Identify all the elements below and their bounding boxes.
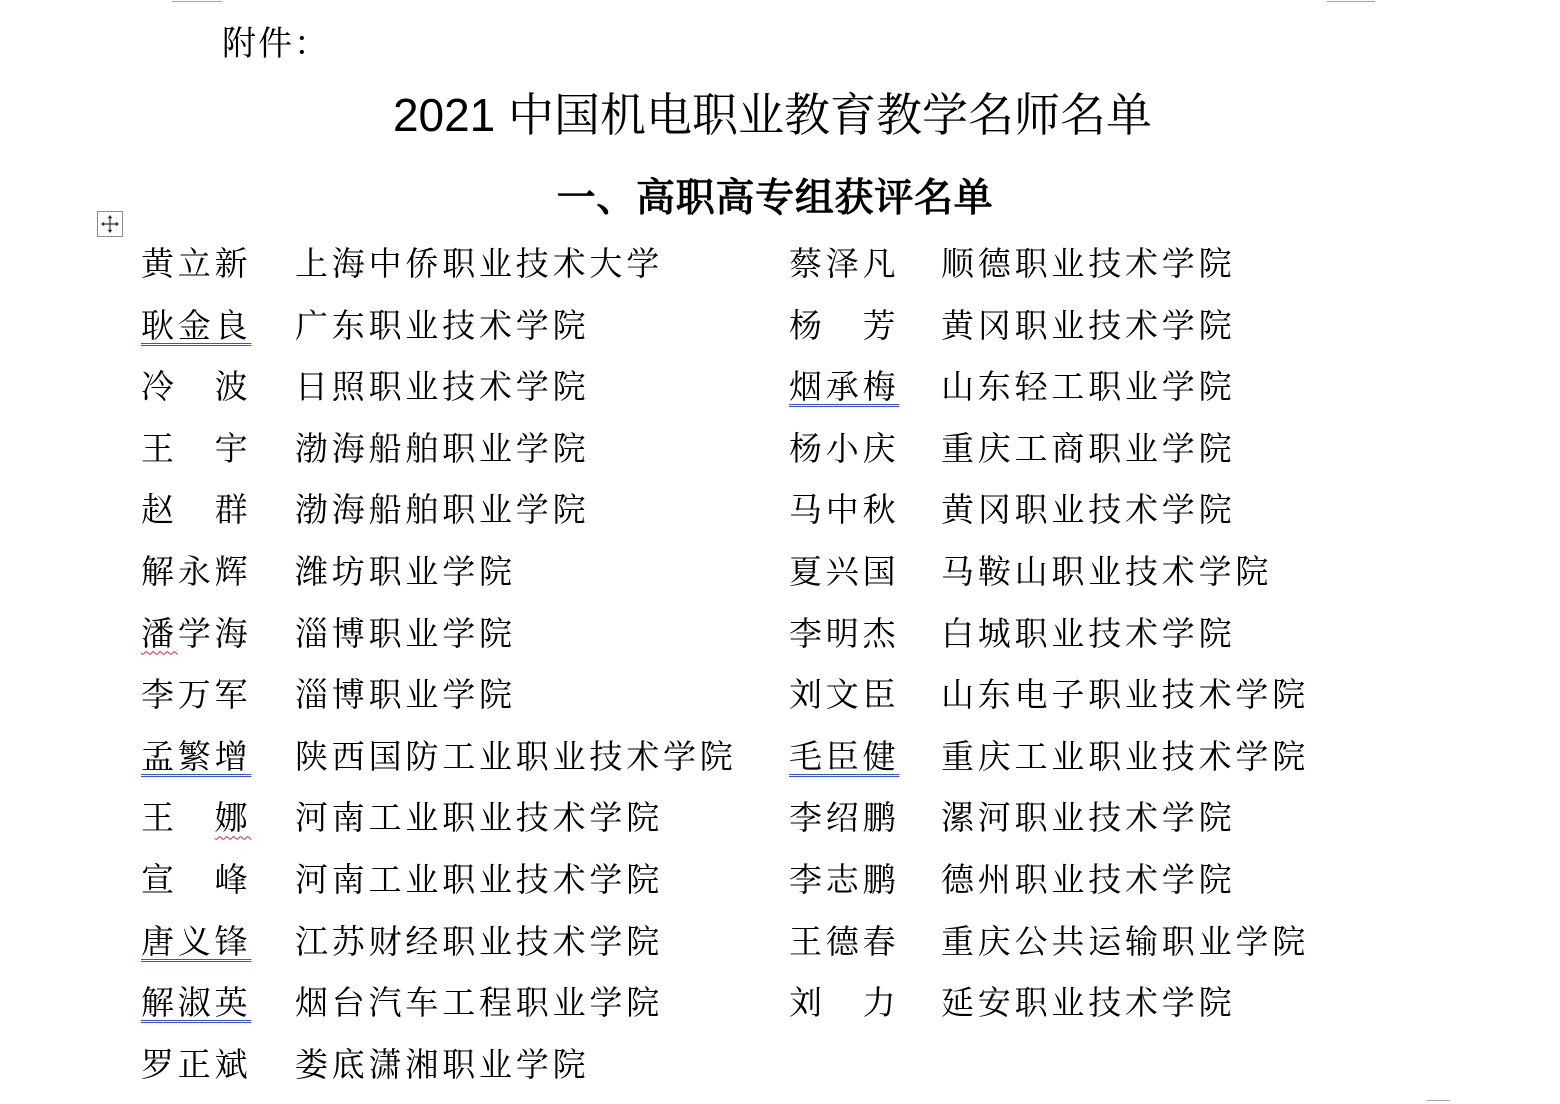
right-institution-name: 山东电子职业技术学院 <box>941 675 1309 715</box>
right-institution-name: 黄冈职业技术学院 <box>941 305 1236 345</box>
right-teacher-name: 毛臣健 <box>789 736 900 776</box>
right-teacher-name: 马中秋 <box>789 490 900 530</box>
document-title: 2021 中国机电职业教育教学名师名单 <box>392 89 1153 141</box>
right-teacher-name: 李绍鹏 <box>789 798 900 838</box>
right-institution-name: 延安职业技术学院 <box>941 983 1236 1023</box>
right-teacher-name: 李明杰 <box>789 613 900 653</box>
award-row <box>0 295 1560 357</box>
left-teacher-name: 潘学海 <box>141 613 252 653</box>
right-teacher-name: 烟承梅 <box>789 367 900 407</box>
award-row <box>0 479 1560 541</box>
left-institution-name: 淄博职业学院 <box>295 613 516 653</box>
right-institution-name: 顺德职业技术学院 <box>941 244 1236 283</box>
left-teacher-name: 冷 波 <box>141 367 252 407</box>
left-institution-name: 日照职业技术学院 <box>295 367 590 407</box>
award-row <box>0 911 1560 973</box>
left-teacher-name: 黄立新 <box>141 244 252 283</box>
left-teacher-name: 王 宇 <box>141 428 252 468</box>
right-institution-name: 山东轻工职业学院 <box>941 367 1236 407</box>
left-institution-name: 渤海船舶职业学院 <box>295 490 590 530</box>
right-institution-name: 重庆工业职业技术学院 <box>941 736 1309 776</box>
right-institution-name: 白城职业技术学院 <box>941 613 1236 653</box>
left-teacher-name: 宣 峰 <box>141 859 252 899</box>
right-teacher-name: 王德春 <box>789 921 900 961</box>
right-institution-name: 重庆工商职业学院 <box>941 428 1236 468</box>
left-teacher-name: 唐义锋 <box>141 921 252 961</box>
left-teacher-name: 王 娜 <box>141 798 252 838</box>
attachment-label: 附件： <box>222 24 330 64</box>
right-teacher-name: 夏兴国 <box>789 551 900 591</box>
right-teacher-name: 李志鹏 <box>789 859 900 899</box>
right-institution-name: 德州职业技术学院 <box>941 859 1236 899</box>
spelling-flag: 娜 <box>214 798 252 838</box>
right-institution-name: 漯河职业技术学院 <box>941 798 1236 838</box>
left-institution-name: 淄博职业学院 <box>295 675 516 715</box>
award-row <box>0 972 1560 1034</box>
right-teacher-name: 杨小庆 <box>789 428 900 468</box>
spelling-flag: 潘 <box>141 613 178 653</box>
left-institution-name: 娄底潇湘职业学院 <box>295 1044 590 1084</box>
left-teacher-name: 解永辉 <box>141 551 252 591</box>
left-institution-name: 潍坊职业学院 <box>295 551 516 591</box>
page-corner-mark-bottom-right <box>1427 1100 1450 1101</box>
right-institution-name: 重庆公共运输职业学院 <box>941 921 1309 961</box>
award-row <box>0 356 1560 418</box>
page-corner-mark-top-left <box>172 1 222 2</box>
left-institution-name: 江苏财经职业技术学院 <box>295 921 663 961</box>
left-teacher-name: 李万军 <box>141 675 252 715</box>
right-teacher-name: 刘文臣 <box>789 675 900 715</box>
page-corner-mark-top-right <box>1327 1 1375 2</box>
left-institution-name: 河南工业职业技术学院 <box>295 798 663 838</box>
right-teacher-name: 杨 芳 <box>789 305 900 345</box>
section-heading: 一、高职高专组获评名单 <box>556 175 994 221</box>
left-teacher-name: 解淑英 <box>141 983 252 1023</box>
award-row <box>0 418 1560 480</box>
left-institution-name: 广东职业技术学院 <box>295 305 590 345</box>
left-teacher-name: 孟繁增 <box>141 736 252 776</box>
award-row <box>0 603 1560 665</box>
award-row <box>0 849 1560 911</box>
right-institution-name: 黄冈职业技术学院 <box>941 490 1236 530</box>
award-row <box>0 726 1560 788</box>
left-institution-name: 陕西国防工业职业技术学院 <box>295 736 737 776</box>
left-institution-name: 上海中侨职业技术大学 <box>295 244 663 283</box>
left-teacher-name: 赵 群 <box>141 490 252 530</box>
award-row <box>0 664 1560 726</box>
award-list <box>0 233 1560 1095</box>
right-institution-name: 马鞍山职业技术学院 <box>941 551 1273 591</box>
left-teacher-name: 耿金良 <box>141 305 252 345</box>
left-institution-name: 渤海船舶职业学院 <box>295 428 590 468</box>
award-row <box>0 233 1560 295</box>
right-teacher-name: 蔡泽凡 <box>789 244 900 283</box>
award-row <box>0 541 1560 603</box>
right-teacher-name: 刘 力 <box>789 983 900 1023</box>
left-institution-name: 河南工业职业技术学院 <box>295 859 663 899</box>
left-teacher-name: 罗正斌 <box>141 1044 252 1084</box>
left-institution-name: 烟台汽车工程职业学院 <box>295 983 663 1023</box>
award-row <box>0 1034 1560 1096</box>
award-row <box>0 787 1560 849</box>
